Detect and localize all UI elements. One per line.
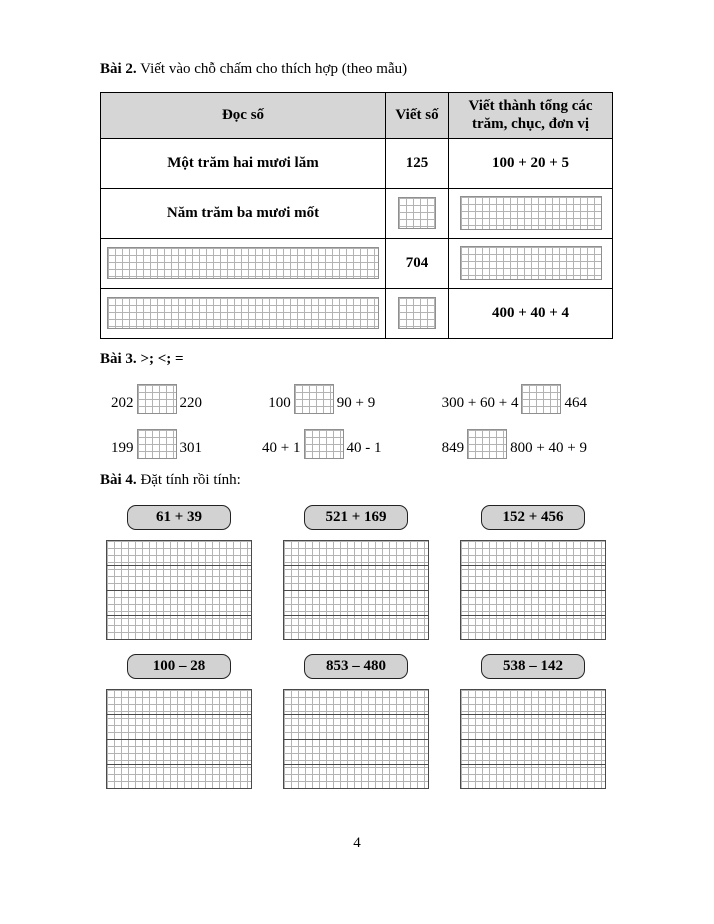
cell-viet-so	[386, 188, 449, 238]
answer-grid	[137, 429, 177, 459]
answer-grid	[137, 384, 177, 414]
problem-label: 521 + 169	[304, 505, 408, 530]
table-row	[101, 288, 613, 338]
problem-label: 100 – 28	[127, 654, 231, 679]
comparison-item	[259, 429, 384, 459]
bai2-title-label: Bài 2.	[100, 61, 137, 77]
comparison-right: 220	[179, 394, 202, 411]
answer-grid	[460, 196, 602, 230]
cell-doc-so: Năm trăm ba mươi mốt	[101, 188, 386, 238]
calc-grid	[460, 689, 606, 789]
answer-grid	[107, 247, 379, 279]
comparison-left: 202	[111, 394, 134, 411]
cell-doc-so	[101, 288, 386, 338]
bai3-title-text: >; <; =	[136, 350, 184, 367]
cell-doc-so	[101, 238, 386, 288]
header-doc-so: Đọc số	[101, 92, 386, 138]
comparison-item	[108, 429, 205, 459]
problem-cell	[460, 505, 606, 640]
answer-grid	[107, 297, 379, 329]
problem-cell	[460, 654, 606, 789]
comparison-right: 90 + 9	[336, 394, 376, 411]
bai3-row-1	[108, 384, 590, 414]
bai2-title-text: Viết vào chỗ chấm cho thích hợp (theo mẫu)	[136, 61, 408, 77]
calc-grid	[106, 540, 252, 640]
page-number: 4	[353, 835, 361, 852]
problem-label: 152 + 456	[481, 505, 585, 530]
cell-tong	[449, 188, 613, 238]
problem-cell	[283, 505, 429, 640]
problem-cell	[283, 654, 429, 789]
table-row	[101, 238, 613, 288]
answer-grid	[467, 429, 507, 459]
bai4-title	[100, 471, 614, 490]
problem-label: 61 + 39	[127, 505, 231, 530]
calc-grid	[106, 689, 252, 789]
problem-cell	[106, 654, 252, 789]
bai2-table	[100, 92, 613, 339]
answer-grid	[460, 246, 602, 280]
bai3-row-2	[108, 429, 590, 459]
comparison-right: 800 + 40 + 9	[510, 439, 587, 456]
comparison-item	[439, 429, 590, 459]
bai4-row-1	[106, 505, 606, 640]
comparison-left: 100	[268, 394, 291, 411]
comparison-left: 300 + 60 + 4	[441, 394, 519, 411]
bai4-title-text: Đặt tính rồi tính:	[136, 471, 241, 488]
bai3-title-label: Bài 3.	[100, 350, 137, 367]
bai4-title-label: Bài 4.	[100, 471, 137, 488]
calc-grid	[283, 540, 429, 640]
cell-tong: 400 + 40 + 4	[449, 288, 613, 338]
bai4-row-2	[106, 654, 606, 789]
answer-grid	[398, 197, 436, 229]
comparison-item	[108, 384, 205, 414]
cell-tong: 100 + 20 + 5	[449, 138, 613, 188]
table-row	[101, 188, 613, 238]
comparison-left: 199	[111, 439, 134, 456]
problem-cell	[106, 505, 252, 640]
comparison-left: 849	[441, 439, 465, 456]
answer-grid	[521, 384, 561, 414]
bai2-title	[100, 60, 614, 79]
problem-label: 538 – 142	[481, 654, 585, 679]
cell-doc-so: Một trăm hai mươi lăm	[101, 138, 386, 188]
calc-grid	[460, 540, 606, 640]
problem-label: 853 – 480	[304, 654, 408, 679]
cell-viet-so: 704	[386, 238, 449, 288]
bai3-title	[100, 350, 614, 369]
table-row	[101, 138, 613, 188]
answer-grid	[294, 384, 334, 414]
cell-tong	[449, 238, 613, 288]
comparison-left: 40 + 1	[262, 439, 301, 456]
table-header-row	[101, 92, 613, 138]
answer-grid	[398, 297, 436, 329]
header-viet-so: Viết số	[386, 92, 449, 138]
comparison-item	[265, 384, 378, 414]
comparison-item	[439, 384, 590, 414]
cell-viet-so	[386, 288, 449, 338]
header-tong: Viết thành tổng các trăm, chục, đơn vị	[449, 92, 613, 138]
comparison-right: 40 - 1	[346, 439, 382, 456]
comparison-right: 301	[179, 439, 202, 456]
comparison-right: 464	[564, 394, 587, 411]
calc-grid	[283, 689, 429, 789]
cell-viet-so: 125	[386, 138, 449, 188]
answer-grid	[304, 429, 344, 459]
